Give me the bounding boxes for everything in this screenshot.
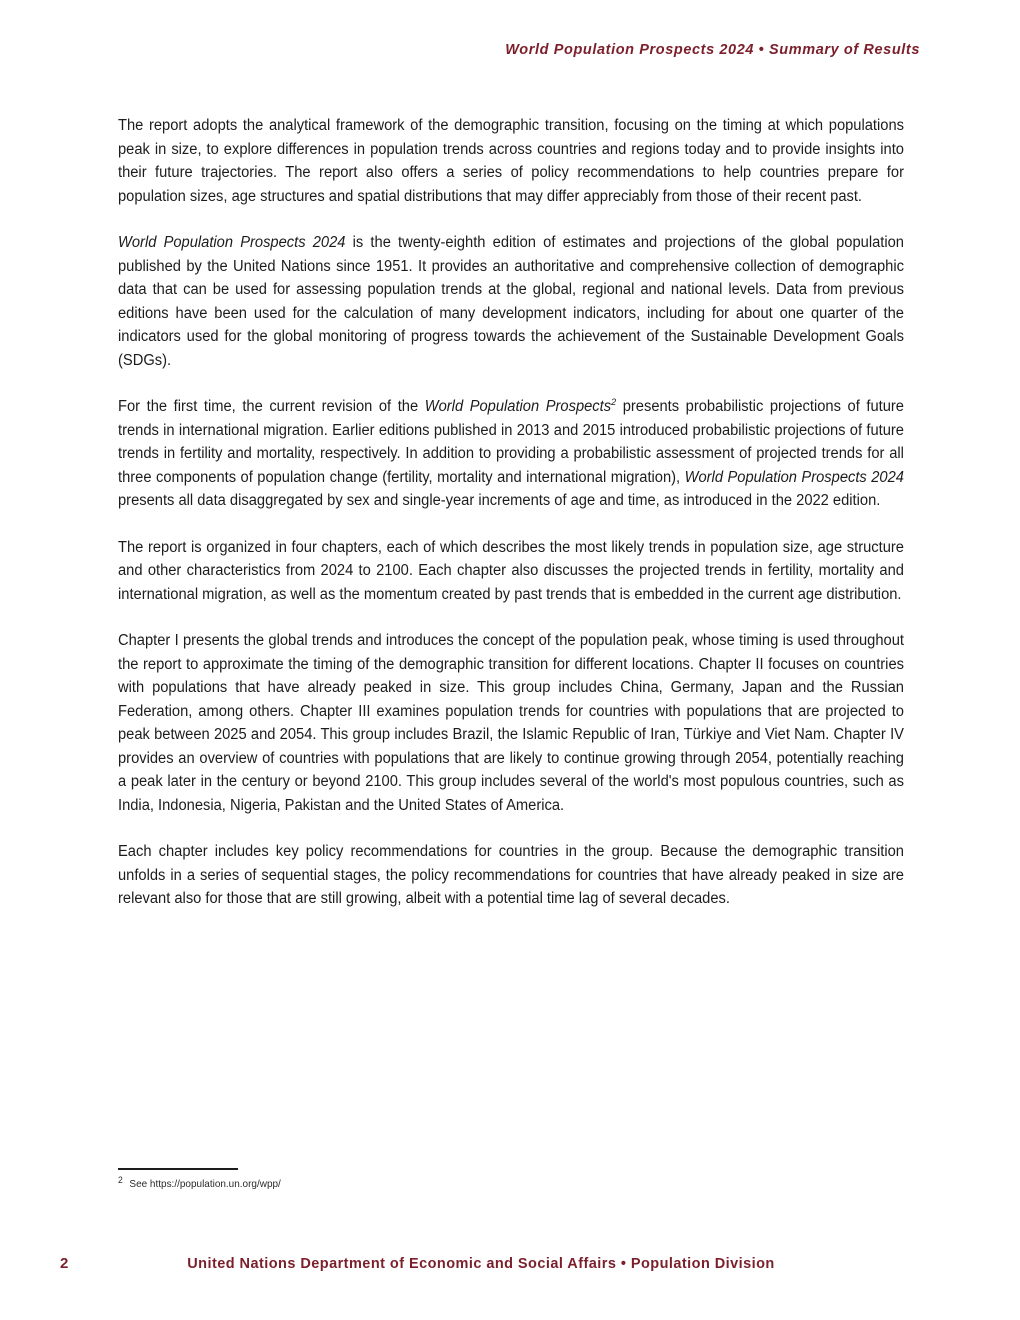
footnote-reference-marker[interactable]: 2	[611, 396, 617, 408]
footnote-text[interactable]: See https://population.un.org/wpp/	[129, 1178, 281, 1190]
body-text-column	[118, 114, 904, 911]
footer-organization-title: United Nations Department of Economic and Social Affairs • Population Division	[187, 1256, 775, 1272]
page-number: 2	[60, 1255, 69, 1272]
footnote-entry	[118, 1174, 593, 1191]
paragraph-6	[118, 840, 904, 911]
paragraph-3-title-italic-2: World Population Prospects 2024	[684, 468, 904, 486]
paragraph-1	[118, 114, 904, 208]
paragraph-3	[118, 395, 904, 513]
paragraph-4-text: The report is organized in four chapters, each of which describes the most likely trends in population size, age structure and other characteristics from 2024 to 2100. Each chapter also discusses the projected trends in fertility, mortality and international migration, as well as the momentum created by past trends that is embedded in the current age distribution.	[118, 538, 904, 603]
page-footer	[0, 1255, 1020, 1279]
paragraph-5	[118, 629, 904, 817]
paragraph-3-segment-2: presents probabilistic projections of future trends in international migration. Earlier editions published in 2013 and 2015 introduced probabilistic projections of future trends in fertility and mortality, respectively. In addition to providing a probabilistic assessment of projected trends for all three components of population change (fertility, mortality and international migration),	[118, 398, 904, 486]
paragraph-5-text: Chapter I presents the global trends and introduces the concept of the population peak, whose timing is used throughout the report to approximate the timing of the demographic transition for different locations. Chapter II focuses on countries with populations that have already peaked in size. This group includes China, Germany, Japan and the Russian Federation, among others. Chapter III examines population trends for countries with populations that are projected to peak between 2025 and 2054. This group includes Brazil, the Islamic Republic of Iran, Türkiye and Viet Nam. Chapter IV provides an overview of countries with populations that are likely to continue growing through 2054, potentially reaching a peak later in the century or beyond 2100. This group includes several of the world's most populous countries, such as India, Indonesia, Nigeria, Pakistan and the United States of America.	[118, 632, 904, 814]
paragraph-2-title-italic: World Population Prospects 2024	[118, 234, 346, 251]
running-header: World Population Prospects 2024 • Summary of Results	[505, 42, 920, 58]
paragraph-3-segment-1: For the first time, the current revision of the	[118, 398, 425, 415]
paragraph-1-text: The report adopts the analytical framework of the demographic transition, focusing on the timing at which populations peak in size, to explore differences in population trends across countries and regions today and to provide insights into their future trajectories. The report also offers a series of policy recommendations to help countries prepare for population sizes, age structures and spatial distributions that may differ appreciably from those of their recent past.	[118, 117, 904, 205]
footnote-area	[118, 1168, 618, 1191]
paragraph-2-text: is the twenty-eighth edition of estimates and projections of the global population published by the United Nations since 1951. It provides an authoritative and comprehensive collection of demographic data that can be used for assessing population trends at the global, regional and national levels. Data from previous editions have been used for the calculation of many development indicators, including for about one quarter of the indicators used for the global monitoring of progress towards the achievement of the Sustainable Development Goals (SDGs).	[118, 234, 904, 369]
paragraph-6-text: Each chapter includes key policy recommendations for countries in the group. Because the demographic transition unfolds in a series of sequential stages, the policy recommendations for countries that have already peaked in size are relevant also for those that are still growing, albeit with a potential time lag of several decades.	[118, 843, 904, 907]
paragraph-3-segment-3: presents all data disaggregated by sex and single-year increments of age and time, as introduced in the 2022 edition.	[118, 492, 881, 509]
paragraph-4	[118, 536, 904, 607]
footnote-number: 2	[118, 1174, 123, 1185]
paragraph-2	[118, 231, 904, 372]
footnote-separator-rule	[118, 1168, 238, 1170]
paragraph-3-title-italic-1: World Population Prospects	[424, 398, 612, 415]
